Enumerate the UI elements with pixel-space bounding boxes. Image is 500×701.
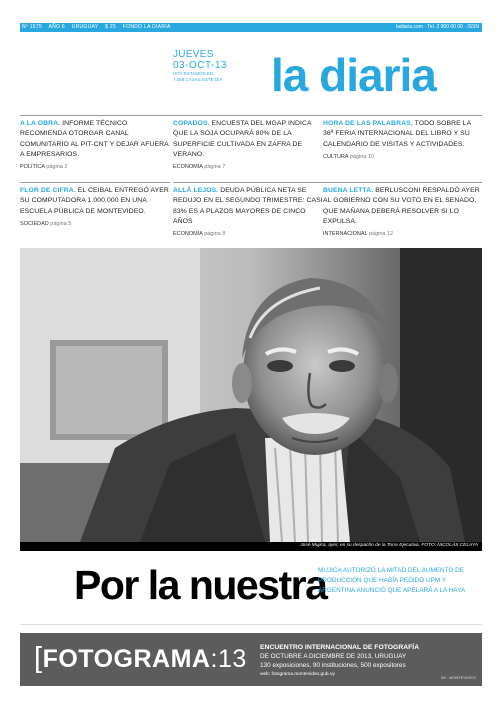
teaser-page: página 2 bbox=[46, 164, 68, 171]
teaser-6[interactable] bbox=[323, 186, 482, 238]
teaser-page: página 10 bbox=[349, 153, 374, 160]
teaser-1[interactable] bbox=[20, 119, 170, 171]
sponsor-logos: IM · MONTEVIDEO bbox=[441, 675, 476, 680]
teaser-section: ECONOMÍA bbox=[173, 231, 203, 238]
ad-info bbox=[260, 643, 470, 679]
teaser-section: POLÍTICA bbox=[20, 164, 45, 171]
fotograma-advertisement[interactable] bbox=[20, 633, 482, 686]
issue-country: URUGUAY bbox=[71, 24, 99, 30]
issue-price: $ 25 bbox=[105, 24, 117, 30]
headline-deck: MUJICA AUTORIZÓ LA MITAD DEL AUMENTO DE PRODUCCIÓN QUE HABÍA PEDIDO UPM Y ARGENTINA ANUNCIÓ QUE APELARÁ A LA HAYA bbox=[318, 567, 466, 594]
main-headline-block[interactable] bbox=[20, 551, 482, 625]
issue-year: AÑO 6 bbox=[48, 24, 65, 30]
top-info-bar bbox=[20, 23, 482, 32]
teaser-kicker: ALLÁ LEJOS. bbox=[173, 187, 219, 194]
teaser-section: SOCIEDAD bbox=[20, 220, 49, 227]
divider bbox=[20, 115, 482, 116]
teaser-page: página 5 bbox=[50, 220, 72, 227]
brand-name: FOTOGRAMA bbox=[42, 645, 211, 673]
teaser-kicker: HORA DE LAS PALABRAS. bbox=[323, 120, 413, 127]
lead-photo[interactable] bbox=[20, 248, 482, 542]
divider bbox=[323, 182, 482, 183]
edition-date bbox=[173, 49, 227, 83]
teaser-text: ENCUESTA DEL MGAP INDICA QUE LA SOJA OCUPARÁ 80% DE LA SUPERFICIE CULTIVADA EN ZAFRA DE VERANO. bbox=[173, 120, 312, 158]
teaser-5[interactable] bbox=[173, 186, 323, 238]
ad-website[interactable]: web: fotograma.montevideo.gub.uy bbox=[260, 672, 335, 677]
edition-note-2: 7.658 CASAS ESTE DÍA bbox=[173, 77, 223, 82]
fotograma-logo bbox=[34, 642, 247, 675]
teaser-kicker: BUENA LETTA. bbox=[323, 187, 374, 194]
newspaper-front-page bbox=[20, 23, 482, 680]
divider bbox=[20, 182, 170, 183]
ad-stats: 130 exposiciones, 90 instituciones, 500 expositores bbox=[260, 662, 406, 669]
main-headline: Por la nuestra bbox=[74, 562, 327, 608]
issue-number: Nº 1575 bbox=[22, 24, 43, 30]
teaser-text: EL CEIBAL ENTREGÓ AYER SU COMPUTADORA 1.000.000 EN UNA ESCUELA PÚBLICA DE MONTEVIDEO. bbox=[20, 187, 169, 215]
teaser-text: TODO SOBRE LA 36ª FERIA INTERNACIONAL DEL LIBRO Y SU CALENDARIO DE VISITAS Y ACTIVIDADES. bbox=[323, 120, 471, 148]
teaser-text: INFORME TÉCNICO RECOMIENDA OTORGAR CANAL COMUNITARIO AL PIT-CNT Y DEJAR AFUERA A EMPRESARIOS. bbox=[20, 120, 169, 158]
teaser-4[interactable] bbox=[20, 186, 170, 228]
teaser-text: BERLUSCONI RESPALDÓ AYER AL GOBIERNO CON SU VOTO EN EL SENADO, QUE MAÑANA DEBERÁ RESOLVER SI LO EXPULSA. bbox=[323, 187, 480, 225]
portrait-illustration bbox=[20, 248, 482, 542]
masthead bbox=[20, 32, 482, 127]
photo-caption bbox=[20, 542, 482, 551]
teaser-page: página 12 bbox=[368, 231, 394, 238]
photo-caption-text: José Mujica, ayer, en su despacho de la Torre Ejecutiva. FOTO: NICOLÁS CELAYA bbox=[300, 543, 478, 548]
teaser-text: DEUDA PÚBLICA NETA SE REDUJO EN EL SEGUNDO TRIMESTRE: CASI 83% ES A PLAZOS MAYORES DE CINCO AÑOS bbox=[173, 187, 323, 225]
teaser-page: página 8 bbox=[204, 231, 226, 238]
teaser-page: página 7 bbox=[204, 164, 226, 171]
teaser-kicker: FLOR DE CIFRA. bbox=[20, 187, 76, 194]
teaser-section: INTERNACIONAL bbox=[323, 231, 368, 238]
teaser-section: ECONOMÍA bbox=[173, 164, 203, 171]
teaser-kicker: COPADOS. bbox=[173, 120, 210, 127]
contact-info: ladiaria.com · Tel. 2 900 00 00 · ISSN bbox=[395, 24, 479, 30]
newspaper-logo: la diaria bbox=[271, 49, 436, 101]
edition-date-value: 03-OCT-13 bbox=[173, 60, 227, 71]
ad-dates: DE OCTUBRE A DICIEMBRE DE 2013, URUGUAY bbox=[260, 653, 407, 660]
brand-separator: : bbox=[210, 645, 218, 673]
teaser-3[interactable] bbox=[323, 119, 482, 161]
ad-title: ENCUENTRO INTERNACIONAL DE FOTOGRAFÍA bbox=[260, 644, 420, 651]
news-teasers-grid bbox=[20, 115, 482, 248]
issue-extra: FONDO LA DIARIA bbox=[122, 24, 171, 30]
divider bbox=[173, 182, 323, 183]
bracket-glyph: [ bbox=[34, 642, 43, 674]
brand-number: 13 bbox=[217, 645, 247, 673]
edition-day: JUEVES bbox=[173, 49, 214, 60]
edition-note-1: HOY ESTAMOS EN bbox=[173, 71, 214, 76]
teaser-kicker: A LA OBRA. bbox=[20, 120, 61, 127]
issue-info bbox=[22, 23, 176, 32]
teaser-section: CULTURA bbox=[323, 153, 349, 160]
teaser-2[interactable] bbox=[173, 119, 323, 171]
